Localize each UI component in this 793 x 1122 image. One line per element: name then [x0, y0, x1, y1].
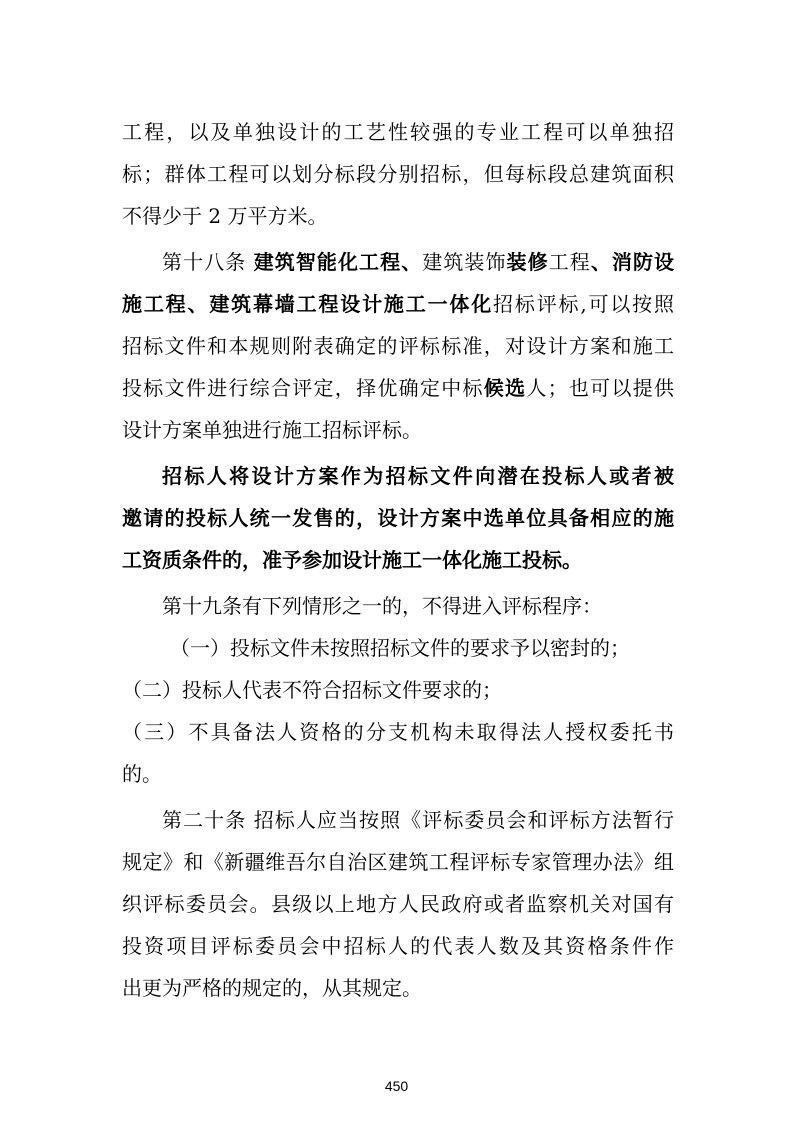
article-19-item-3-line-1: （三）不具备法人资格的分支机构未取得法人授权委托书	[122, 720, 674, 744]
plain-text: 工程	[548, 250, 591, 274]
bold-text: 施工程	[122, 292, 188, 316]
bold-text: 装修	[506, 250, 549, 274]
bold-text: 候选	[483, 376, 527, 400]
article-18-line-1	[162, 248, 674, 276]
bold-text: 、	[590, 250, 612, 274]
article-20-line-1: 第二十条 招标人应当按照《评标委员会和评标方法暂行	[162, 808, 674, 832]
article-20-line-3: 织评标委员会。县级以上地方人民政府或者监察机关对国有	[122, 892, 674, 916]
article-18-line-3: 招标文件和本规则附表确定的评标标准，对设计方案和施工	[122, 334, 674, 358]
paragraph-1-line-1: 工程，以及单独设计的工艺性较强的专业工程可以单独招	[122, 120, 674, 144]
article-18-line-4	[122, 374, 674, 402]
bold-text: 、	[401, 250, 423, 274]
bold-paragraph-line-3: 工资质条件的，准予参加设计施工一体化施工投标。	[122, 548, 582, 572]
bold-text: 消防设	[611, 250, 674, 274]
article-20-line-5: 出更为严格的规定的，从其规定。	[122, 976, 422, 1000]
paragraph-1-line-3: 不得少于 2 万平方米。	[122, 204, 328, 228]
plain-text: 招标评标,可以按照	[493, 292, 674, 316]
article-19-intro: 第十九条有下列情形之一的，不得进入评标程序：	[162, 594, 602, 618]
article-19-item-2: （二）投标人代表不符合招标文件要求的；	[122, 678, 502, 702]
bold-text: 、	[187, 292, 210, 316]
bold-text: 建筑幕墙工程设计施工一体化	[209, 292, 494, 316]
article-18-heading: 第十八条	[162, 250, 254, 274]
article-18-line-5: 设计方案单独进行施工招标评标。	[122, 418, 422, 442]
bold-text: 建筑智能化工程	[253, 250, 402, 274]
article-20-line-2: 规定》和《新疆维吾尔自治区建筑工程评标专家管理办法》组	[122, 850, 674, 874]
bold-paragraph-line-1: 招标人将设计方案作为招标文件向潜在投标人或者被	[162, 464, 674, 488]
page-number: 450	[384, 1078, 409, 1094]
plain-text: 建筑装饰	[422, 250, 507, 274]
article-20-line-4: 投资项目评标委员会中招标人的代表人数及其资格条件作	[122, 934, 674, 958]
article-19-item-3-line-2: 的。	[122, 762, 162, 786]
article-18-line-2	[122, 290, 674, 318]
plain-text: 人；也可以提供	[526, 376, 674, 400]
article-19-item-1: （一）投标文件未按照招标文件的要求予以密封的；	[170, 636, 630, 660]
plain-text: 投标文件进行综合评定，择优确定中标	[122, 376, 484, 400]
paragraph-1-line-2: 标；群体工程可以划分标段分别招标，但每标段总建筑面积	[122, 162, 674, 186]
bold-paragraph-line-2: 邀请的投标人统一发售的，设计方案中选单位具备相应的施	[122, 506, 674, 530]
